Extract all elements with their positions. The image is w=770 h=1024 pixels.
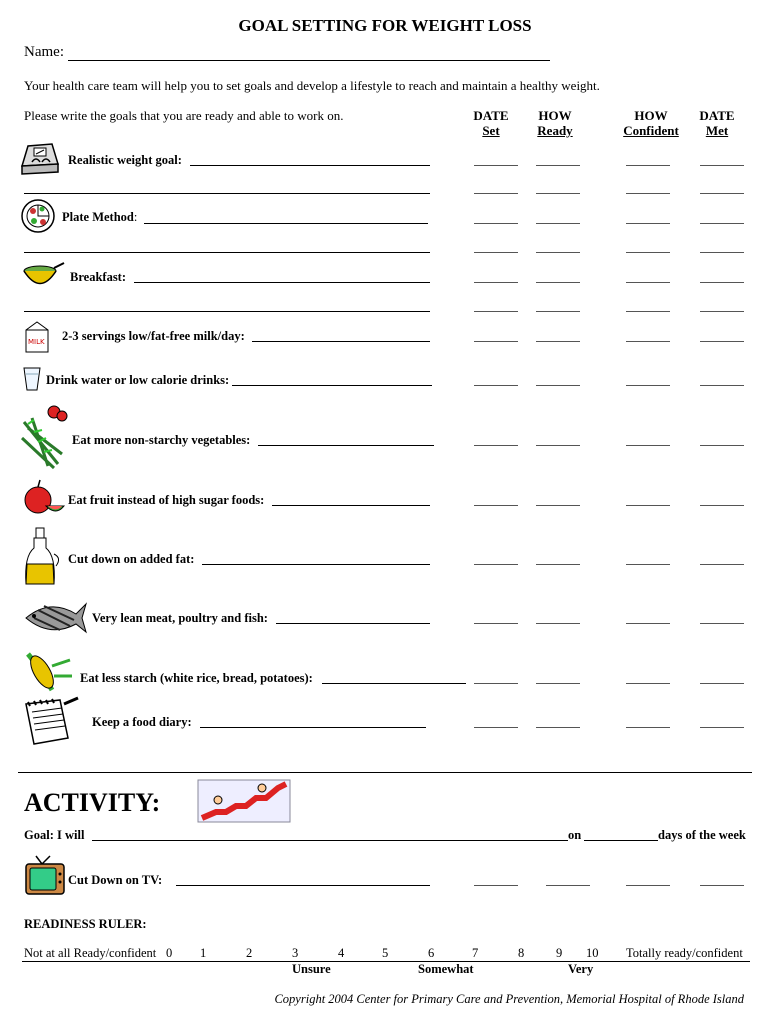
- ruler-anchor-unsure: Unsure: [292, 962, 331, 976]
- ruler-number[interactable]: 0: [166, 946, 173, 960]
- how-ready-blank[interactable]: [536, 385, 580, 386]
- how-ready-blank[interactable]: [536, 727, 580, 728]
- date-met-blank[interactable]: [700, 193, 744, 194]
- date-met-blank[interactable]: [700, 623, 744, 624]
- how-ready-blank[interactable]: [536, 564, 580, 565]
- date-met-blank[interactable]: [700, 445, 744, 446]
- how-ready-blank[interactable]: [536, 623, 580, 624]
- name-row: [24, 44, 550, 61]
- goal-input-water[interactable]: [232, 385, 432, 386]
- goal-input-lean-meat[interactable]: [276, 623, 430, 624]
- fruit-icon: [22, 476, 66, 518]
- ruler-right-label: Totally ready/confident: [626, 946, 743, 960]
- goal-input-realistic-weight[interactable]: [190, 165, 430, 166]
- instructions-text: Please write the goals that you are ready and able to work on.: [24, 108, 344, 123]
- date-set-blank[interactable]: [474, 885, 518, 886]
- readiness-label: READINESS RULER:: [24, 917, 147, 931]
- ruler-anchor-somewhat: Somewhat: [418, 962, 474, 976]
- corn-icon: [22, 646, 74, 696]
- ruler-number[interactable]: 1: [200, 946, 207, 960]
- how-ready-blank[interactable]: [536, 165, 580, 166]
- date-met-blank[interactable]: [700, 311, 744, 312]
- activity-days-input[interactable]: [584, 840, 658, 841]
- date-set-blank[interactable]: [474, 165, 518, 166]
- date-set-blank[interactable]: [474, 505, 518, 506]
- goal-label-milk: 2-3 servings low/fat-free milk/day:: [62, 329, 245, 343]
- how-confident-blank[interactable]: [626, 683, 670, 684]
- ruler-left-label: Not at all Ready/confident: [24, 946, 157, 960]
- date-set-blank[interactable]: [474, 311, 518, 312]
- tv-label: Cut Down on TV:: [68, 873, 163, 887]
- page-title: GOAL SETTING FOR WEIGHT LOSS: [238, 16, 532, 35]
- date-met-blank[interactable]: [700, 252, 744, 253]
- how-confident-blank[interactable]: [626, 445, 670, 446]
- goal-input-extra-line[interactable]: [24, 193, 430, 194]
- name-label: Name:: [24, 44, 64, 60]
- col-how-ready: HOW Ready: [537, 108, 573, 138]
- ruler-line: [22, 961, 750, 962]
- col-how-confident: HOW Confident: [623, 108, 679, 138]
- how-ready-blank[interactable]: [536, 445, 580, 446]
- ruler-anchor-very: Very: [568, 962, 594, 976]
- how-confident-blank[interactable]: [626, 623, 670, 624]
- progress-chart-icon: [196, 778, 292, 824]
- activity-heading: ACTIVITY:: [24, 788, 161, 817]
- date-met-blank[interactable]: [700, 223, 744, 224]
- ruler-number[interactable]: 6: [428, 946, 435, 960]
- intro-text: Your health care team will help you to set goals and develop a lifestyle to reach and maintain a healthy weight.: [24, 78, 600, 93]
- diary-icon: [20, 696, 80, 748]
- goal-label-vegetables: Eat more non-starchy vegetables:: [72, 433, 251, 447]
- date-set-blank[interactable]: [474, 623, 518, 624]
- date-set-blank[interactable]: [474, 193, 518, 194]
- date-met-blank[interactable]: [700, 683, 744, 684]
- vegetables-icon: [18, 404, 70, 470]
- plate-icon: [20, 198, 56, 234]
- date-met-blank[interactable]: [700, 165, 744, 166]
- goal-input-vegetables[interactable]: [258, 445, 434, 446]
- how-ready-blank[interactable]: [536, 505, 580, 506]
- how-confident-blank[interactable]: [626, 193, 670, 194]
- tv-icon: [24, 854, 66, 898]
- date-set-blank[interactable]: [474, 564, 518, 565]
- how-confident-blank[interactable]: [626, 311, 670, 312]
- how-confident-blank[interactable]: [626, 385, 670, 386]
- how-ready-blank[interactable]: [536, 311, 580, 312]
- water-glass-icon: [22, 366, 42, 392]
- date-set-blank[interactable]: [474, 445, 518, 446]
- how-confident-blank[interactable]: [626, 564, 670, 565]
- goal-label-water: Drink water or low calorie drinks:: [46, 373, 230, 387]
- goal-label-starch: Eat less starch (white rice, bread, potatoes):: [80, 671, 313, 685]
- date-met-blank[interactable]: [700, 282, 744, 283]
- date-met-blank[interactable]: [700, 341, 744, 342]
- ruler-number[interactable]: 3: [292, 946, 299, 960]
- date-set-blank[interactable]: [474, 282, 518, 283]
- goal-label-fruit: Eat fruit instead of high sugar foods:: [68, 493, 265, 507]
- activity-goal-prefix: Goal: I will: [24, 828, 85, 842]
- how-confident-blank[interactable]: [626, 165, 670, 166]
- how-confident-blank[interactable]: [626, 252, 670, 253]
- col-date-set: DATE Set: [473, 108, 509, 138]
- goal-input-breakfast[interactable]: [134, 282, 430, 283]
- goal-input-fruit[interactable]: [272, 505, 430, 506]
- fish-icon: [20, 596, 88, 640]
- date-set-blank[interactable]: [474, 252, 518, 253]
- date-set-blank[interactable]: [474, 385, 518, 386]
- how-ready-blank[interactable]: [536, 223, 580, 224]
- date-met-blank[interactable]: [700, 505, 744, 506]
- how-ready-blank[interactable]: [536, 683, 580, 684]
- how-ready-blank[interactable]: [536, 252, 580, 253]
- date-set-blank[interactable]: [474, 341, 518, 342]
- ruler-number[interactable]: 4: [338, 946, 345, 960]
- date-met-blank[interactable]: [700, 727, 744, 728]
- how-confident-blank[interactable]: [626, 727, 670, 728]
- goal-input-added-fat[interactable]: [202, 564, 430, 565]
- date-met-blank[interactable]: [700, 385, 744, 386]
- copyright: Copyright 2004 Center for Primary Care and Prevention, Memorial Hospital of Rhode Island: [274, 992, 744, 1006]
- goal-input-extra-line[interactable]: [24, 252, 430, 253]
- how-ready-blank[interactable]: [546, 885, 590, 886]
- svg-text:MILK: MILK: [28, 338, 45, 346]
- ruler-number[interactable]: 5: [382, 946, 389, 960]
- goal-label-plate-method: Plate Method:: [62, 210, 138, 224]
- name-field[interactable]: [68, 46, 550, 61]
- milk-carton-icon: [22, 318, 52, 354]
- how-confident-blank[interactable]: [626, 282, 670, 283]
- how-confident-blank[interactable]: [626, 505, 670, 506]
- goal-label-added-fat: Cut down on added fat:: [68, 552, 195, 566]
- date-met-blank[interactable]: [700, 564, 744, 565]
- activity-goal-on: on: [568, 828, 582, 842]
- how-confident-blank[interactable]: [626, 885, 670, 886]
- ruler-number[interactable]: 8: [518, 946, 525, 960]
- ruler-number[interactable]: 2: [246, 946, 253, 960]
- how-confident-blank[interactable]: [626, 223, 670, 224]
- goal-label-breakfast: Breakfast:: [70, 270, 127, 284]
- date-set-blank[interactable]: [474, 727, 518, 728]
- date-set-blank[interactable]: [474, 683, 518, 684]
- oil-bottle-icon: [20, 526, 64, 588]
- goal-input-plate-method[interactable]: [144, 223, 428, 224]
- scale-icon: [18, 136, 62, 180]
- activity-goal-input[interactable]: [92, 840, 568, 841]
- goal-label-lean-meat: Very lean meat, poultry and fish:: [92, 611, 268, 625]
- tv-goal-input[interactable]: [176, 885, 430, 886]
- ruler-number[interactable]: 7: [472, 946, 479, 960]
- goal-label-realistic-weight: Realistic weight goal:: [68, 153, 182, 167]
- how-confident-blank[interactable]: [626, 341, 670, 342]
- goal-input-milk[interactable]: [252, 341, 430, 342]
- goal-input-food-diary[interactable]: [200, 727, 426, 728]
- how-ready-blank[interactable]: [536, 341, 580, 342]
- cereal-bowl-icon: [20, 262, 66, 292]
- goal-input-starch[interactable]: [322, 683, 466, 684]
- how-ready-blank[interactable]: [536, 193, 580, 194]
- goal-input-extra-line[interactable]: [24, 311, 430, 312]
- ruler-number[interactable]: 9: [556, 946, 563, 960]
- date-met-blank[interactable]: [700, 885, 744, 886]
- section-divider: [18, 772, 752, 773]
- goal-label-food-diary: Keep a food diary:: [92, 715, 192, 729]
- ruler-number[interactable]: 10: [586, 946, 599, 960]
- how-ready-blank[interactable]: [536, 282, 580, 283]
- activity-goal-suffix: days of the week: [658, 828, 746, 842]
- col-date-met: DATE Met: [699, 108, 735, 138]
- date-set-blank[interactable]: [474, 223, 518, 224]
